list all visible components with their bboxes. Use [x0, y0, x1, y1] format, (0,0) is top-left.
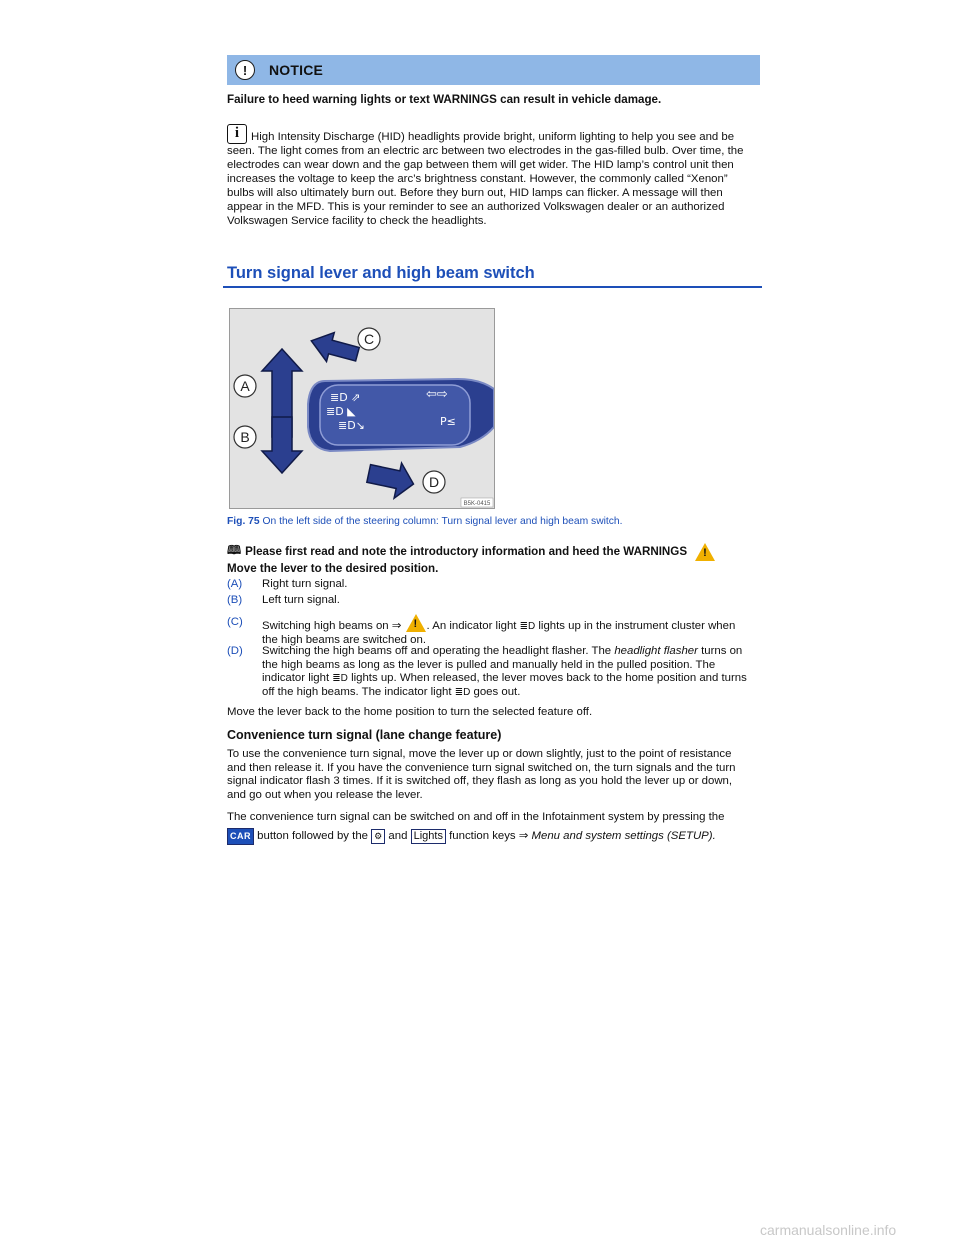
- figure-caption: [227, 516, 623, 527]
- setup-reference: Menu and system settings (SETUP).: [531, 829, 716, 842]
- item-c-text-2: . An indicator light: [426, 620, 517, 632]
- item-label-b: (B): [227, 594, 243, 606]
- convenience-text: button followed by the: [257, 829, 368, 842]
- notice-banner: [227, 55, 760, 85]
- high-beam-icon: ≣D: [454, 686, 471, 698]
- convenience-para-1: [227, 748, 767, 802]
- info-icon: i: [227, 124, 247, 144]
- warning-icon: [695, 543, 715, 561]
- item-text-c: [262, 614, 762, 647]
- info-line: increases the voltage to keep the arc’s brightness constant. However, the commonly called “Xenon”: [227, 173, 728, 185]
- convenience-text: and: [388, 829, 408, 842]
- convenience-line: and go out when you release the lever.: [227, 788, 423, 801]
- home-position-text: Move the lever back to the home position to turn the selected feature off.: [227, 706, 593, 718]
- item-d-emphasis: headlight flasher: [614, 645, 698, 657]
- info-line: seen. The light comes from an electric arc between two electrodes in the gas-filled bulb. Over time, the: [227, 145, 744, 157]
- notice-text: Failure to heed warning lights or text WARNINGS can result in vehicle damage.: [227, 93, 662, 106]
- read-note-text: Please first read and note the introductory information and heed the WARNINGS: [245, 545, 688, 558]
- item-c-text-4: the high beams are switched on.: [262, 633, 426, 646]
- info-line: Volkswagen Service facility to check the headlights.: [227, 215, 487, 227]
- info-note: [227, 124, 767, 228]
- item-d-text-7: goes out.: [473, 685, 521, 698]
- convenience-line: To use the convenience turn signal, move the lever up or down slightly, just to the point of resistance: [227, 748, 732, 760]
- figure-caption-text: On the left side of the steering column: Turn signal lever and high beam switch.: [262, 516, 623, 527]
- arrow-down-icon: [262, 417, 302, 473]
- item-d-text-6: off the high beams. The indicator light: [262, 685, 452, 698]
- info-line: appear in the MFD. This is your reminder to see an authorized Volkswagen dealer or an authorized: [227, 201, 725, 213]
- footer-watermark: carmanualsonline.info: [760, 1222, 897, 1238]
- item-text-b: Left turn signal.: [262, 594, 340, 606]
- callout-b-label: B: [240, 429, 250, 445]
- exclamation-icon: !: [235, 60, 255, 80]
- convenience-line: The convenience turn signal can be switched on and off in the Infotainment system by pressing the: [227, 811, 725, 823]
- warning-icon: [406, 614, 426, 632]
- item-c-text-3: lights up in the instrument cluster when: [538, 620, 736, 632]
- parking-light-symbol: P≤: [440, 415, 456, 428]
- info-line: High Intensity Discharge (HID) headlights provide bright, uniform lighting to help you see and be: [251, 131, 735, 143]
- high-beam-icon: ≣D: [519, 621, 536, 632]
- info-line: electrodes can wear down and the gap between them will get wider. The HID lamp’s control unit then: [227, 159, 734, 171]
- arrow-push-icon: [307, 327, 361, 368]
- settings-key-icon: ⚙: [371, 829, 385, 844]
- info-line: bulbs will also ultimately burn out. Before they burn out, HID lamps can flicker. A message will then: [227, 187, 723, 199]
- item-label-a: (A): [227, 578, 243, 590]
- item-d-text-1: Switching the high beams off and operating the headlight flasher. The: [262, 645, 612, 657]
- convenience-line: signal indicator flash 3 times. If it is switched off, they flash as long as you hold the lever up or down,: [227, 775, 733, 787]
- callout-d-label: D: [428, 474, 440, 490]
- flasher-symbol: ≣D↘: [338, 419, 365, 432]
- item-d-text-5: lights up. When released, the lever moves back to the home position and turns: [351, 672, 747, 684]
- callout-a-label: A: [240, 378, 250, 394]
- notice-label: NOTICE: [269, 62, 324, 78]
- convenience-text: function keys ⇒: [449, 829, 529, 842]
- item-text-a: Right turn signal.: [262, 578, 348, 590]
- lights-key: Lights: [411, 829, 446, 844]
- item-label-c: (C): [227, 616, 243, 628]
- move-heading: Move the lever to the desired position.: [227, 562, 439, 575]
- item-c-text-1: Switching high beams on ⇒: [262, 620, 402, 632]
- high-beam-symbol: ≣D ⇗: [330, 391, 361, 404]
- convenience-line: and then release it. If you have the convenience turn signal switched on, the turn signals and the turn: [227, 761, 736, 774]
- lever-figure: [229, 308, 495, 509]
- callout-c-label: C: [363, 331, 375, 347]
- lever-illustration: [230, 309, 494, 508]
- item-text-d: [262, 645, 767, 699]
- item-d-text-3: the high beams as long as the lever is pulled and manually held in the pulled position. The: [262, 658, 716, 671]
- high-beam-icon: ≣D: [332, 673, 348, 684]
- section-rule: [223, 286, 762, 288]
- convenience-heading: Convenience turn signal (lane change feature): [227, 728, 502, 742]
- read-note: [227, 541, 715, 562]
- item-label-d: (D): [227, 645, 243, 657]
- turn-signal-symbol: ⇦⇨: [426, 387, 448, 402]
- figure-number: Fig. 75: [227, 516, 260, 527]
- item-d-text-4: indicator light: [262, 672, 330, 684]
- convenience-para-2: [227, 811, 767, 845]
- section-title: Turn signal lever and high beam switch: [227, 264, 535, 282]
- arrow-pull-icon: [365, 457, 417, 502]
- headlight-symbol: ≣D ◣: [326, 405, 356, 418]
- book-icon: 🕮: [227, 543, 242, 557]
- car-key-button: CAR: [227, 828, 254, 845]
- item-d-text-2: turns on: [701, 645, 743, 657]
- figure-code: B5K-0415: [463, 501, 491, 507]
